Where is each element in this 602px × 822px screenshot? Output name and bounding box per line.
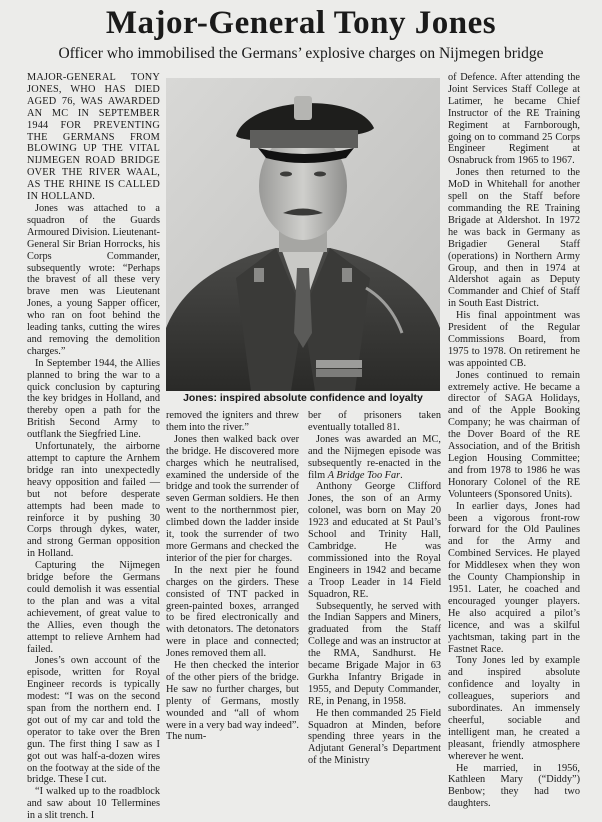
paragraph: Jones then walked back over the bridge. He discovered more charges which he neutralised, examined the underside of the bridge and took the surrender of seven German soldiers. He then went to the northernmost pier, climbed down the ladder inside it, took the surrender of two more Germans and checked the interior of the pier for charges. [166, 433, 299, 564]
column-1 [27, 72, 160, 822]
film-title: A Bridge Too Far [327, 469, 401, 481]
portrait-illustration [166, 78, 440, 391]
paragraph: Capturing the Nijmegen bridge before the Germans could demolish it was essential to the plan and was a vital achievement, of great value to the Allies, even though the attempt to relieve Arnhem had failed. [27, 560, 160, 655]
paragraph: His final appointment was President of the Regular Commissions Board, from 1975 to 1978. On retirement he was appointed CB. [448, 310, 580, 369]
paragraph: of Defence. After attending the Joint Services Staff College at Latimer, he became Chief Instructor of the RE Training Regiment at Farnborough, going on to command 25 Corps Engineer Regiment at Osnabruck from 1965 to 1967. [448, 72, 580, 167]
paragraph: Jones’s own account of the episode, written for Royal Engineer records is typically modest: “I was on the second span from the northern end. I got out of my car and told the operator to take over the Bren gun. The first thing I saw as I got out was half-a-dozen wires on the footway at the side of the bridge. These I cut. [27, 655, 160, 786]
column-2 [166, 410, 299, 746]
paragraph: Jones then returned to the MoD in Whitehall for another spell on the Staff before commanding the RE Training Brigade at Aldershot. In 1972 he was back in Germany as Brigadier General Staff (operations) in Northern Army Group, and then in 1974 at Aldershot again as Deputy Commander and Chief of Staff in South East District. [448, 167, 580, 310]
standfirst: Officer who immobilised the Germans’ explosive charges on Nijmegen bridge [58, 45, 544, 62]
paragraph: In earlier days, Jones had been a vigorous front-row forward for the Old Paulines and for the Army and Combined Services. He played for Middlesex when they won the County Championship in 1951. Later, he coached and encouraged younger players. He also acquired a pilot’s licence, and was a skilful yachtsman, taking part in the Fastnet Race. [448, 500, 580, 655]
paragraph: Jones continued to remain extremely active. He became a director of SAGA Holidays, and of the Apple Booking Company; he was chairman of the Dover Board of the RE Association, and of the British Legion Housing Committee; and from 1978 to 1986 he was Honorary Colonel of the RE Volunteers (Sponsored Units). [448, 369, 580, 500]
paragraph: “I walked up to the roadblock and saw about 10 Tellermines in a slit trench. I [27, 786, 160, 822]
portrait-photo [166, 78, 440, 391]
text-span: Jones was awarded an MC, and the Nijmegen episode was subsequently re-enacted in the film [308, 433, 441, 481]
paragraph: Anthony George Clifford Jones, the son of an Army colonel, was born on May 20 1923 and educated at St Paul’s School and Trinity Hall, Cambridge. He was commissioned into the Royal Engineers in 1942 and became a Troop Leader in 14 Field Squadron, RE. [308, 481, 441, 600]
paragraph: ber of prisoners taken eventually totalled 81. [308, 410, 441, 433]
text-span: . [400, 469, 403, 481]
paragraph: He then commanded 25 Field Squadron at Minden, before spending three years in the Adjutant General’s Department of the Ministry [308, 707, 441, 767]
lead-paragraph: MAJOR-GENERAL TONY JONES, WHO HAS DIED AGED 76, WAS AWARDED AN MC IN SEPTEMBER 1944 FOR PREVENTING THE GERMANS FROM BLOWING UP THE VITAL NIJMEGEN ROAD BRIDGE OVER THE RIVER WAAL, AS THE RHINE IS CALLED IN HOLLAND. [27, 72, 160, 203]
paragraph: Tony Jones led by example and inspired absolute confidence and loyalty in colleagues, superiors and subordinates. An immensely cheerful, sociable and intelligent man, he created a pleasant, friendly atmosphere wherever he went. [448, 655, 580, 762]
paragraph: removed the igniters and threw them into the river.” [166, 410, 299, 433]
photo-caption: Jones: inspired absolute confidence and loyalty [183, 392, 423, 404]
paragraph: In the next pier he found charges on the girders. These consisted of TNT packed in green-painted boxes, arranged to be fired electronically and with detonators. The detonators were in place and connected; Jones removed them all. [166, 564, 299, 660]
paragraph: He married, in 1956, Kathleen Mary (“Diddy”) Benbow; they had two daughters. [448, 762, 580, 810]
headline: Major-General Tony Jones [105, 5, 497, 41]
paragraph: Unfortunately, the airborne attempt to capture the Arnhem bridge ran into unexpectedly heavy opposition and failed — but not before desperate attempts had been made to reinforce it by pushing 30 Corps through dykes, water, and strong German opposition in Holland. [27, 441, 160, 560]
column-3 [308, 410, 441, 767]
column-4 [448, 72, 580, 810]
paragraph: Subsequently, he served with the Indian Sappers and Miners, graduated from the Staff College and was an instructor at the RMA, Sandhurst. He became Brigade Major in 63 Gurkha Infantry Brigade in 1955, and Deputy Commander, RE, in Penang, in 1958. [308, 600, 441, 707]
paragraph: He then checked the interior of the other piers of the bridge. He saw no further charges, but plenty of Germans, mostly wounded and “all of whom were in a very bad way indeed”. The num- [166, 660, 299, 743]
paragraph: Jones was attached to a squadron of the Guards Armoured Division. Lieutenant-General Sir Brian Horrocks, his Corps Commander, subsequently wrote: “Perhaps the bravest of all these very brave men was Lieutenant Jones, a young Sapper officer, who ran on foot behind the leading tanks, cutting the wires and removing the demolition charges.” [27, 202, 160, 357]
paragraph: In September 1944, the Allies planned to bring the war to a quick conclusion by capturing the key bridges in Holland, and thereby open a path for the British Second Army to outflank the Siegfried Line. [27, 357, 160, 441]
paragraph [308, 434, 441, 482]
